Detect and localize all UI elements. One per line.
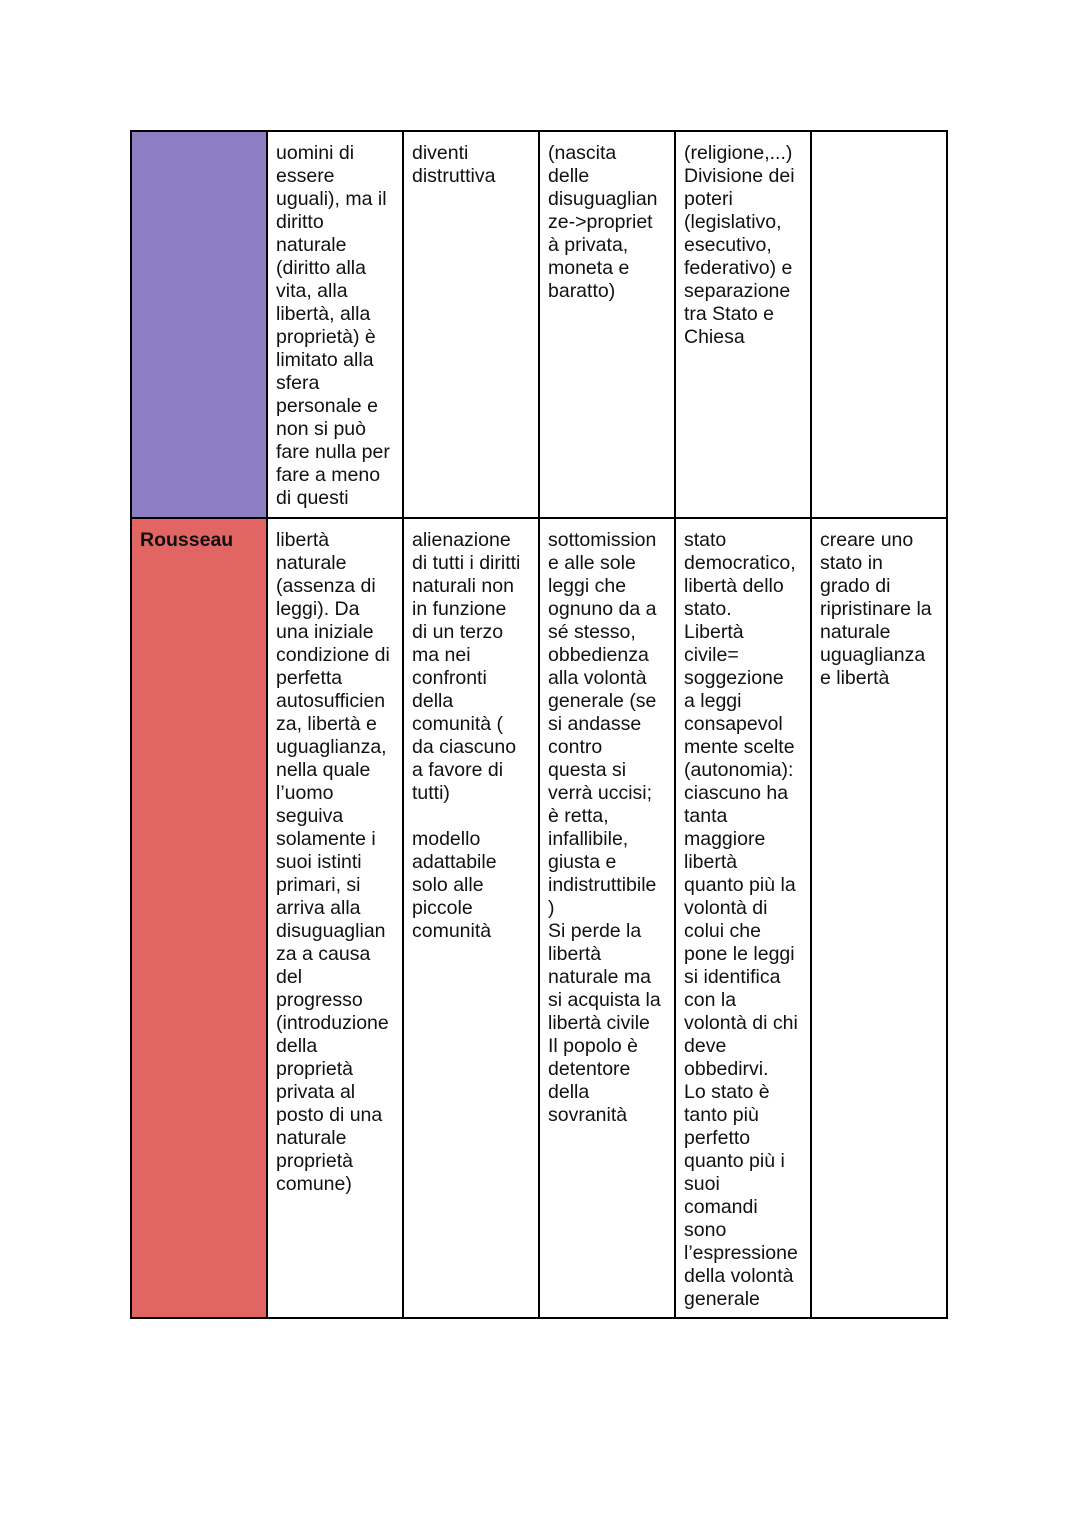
philosopher-name-cell: Rousseau: [131, 518, 267, 1318]
table-cell: sottomission e alle sole leggi che ognuno da a sé stesso, obbedienza alla volontà generale (se si andasse contro questa si verrà uccisi; è retta, infallibile, giusta e indistruttibile ) Si perde la libertà naturale ma si acquista la libertà civile Il popolo è detentore della sovranità: [539, 518, 675, 1318]
table-cell: uomini di essere uguali), ma il diritto naturale (diritto alla vita, alla libertà, alla proprietà) è limitato alla sfera personale e non si può fare nulla per fare a meno di questi: [267, 131, 403, 518]
table-cell: (nascita delle disuguaglian ze->propriet à privata, moneta e baratto): [539, 131, 675, 518]
table-cell: stato democratico, libertà dello stato. Libertà civile= soggezione a leggi consapevol mente scelte (autonomia): ciascuno ha tanta maggiore libertà quanto più la volontà di colui che pone le leggi si identifica con la volontà di chi deve obbedirvi. Lo stato è tanto più perfetto quanto più i suoi comandi sono l’espressione della volontà generale: [675, 518, 811, 1318]
table-cell: (religione,...) Divisione dei poteri (legislativo, esecutivo, federativo) e separazione tra Stato e Chiesa: [675, 131, 811, 518]
table-cell: alienazione di tutti i diritti naturali non in funzione di un terzo ma nei confronti della comunità ( da ciascuno a favore di tutti) modello adattabile solo alle piccole comunità: [403, 518, 539, 1318]
table-cell: libertà naturale (assenza di leggi). Da una iniziale condizione di perfetta autosufficien za, libertà e uguaglianza, nella quale l’uomo seguiva solamente i suoi istinti primari, si arriva alla disuguaglian za a causa del progresso (introduzione della proprietà privata al posto di una naturale proprietà comune): [267, 518, 403, 1318]
philosophers-comparison-table: [130, 130, 948, 1319]
table-cell: creare uno stato in grado di ripristinare la naturale uguaglianza e libertà: [811, 518, 947, 1318]
table-cell: [811, 131, 947, 518]
table-row-locke: [131, 131, 947, 518]
table-cell: diventi distruttiva: [403, 131, 539, 518]
philosopher-name-cell: [131, 131, 267, 518]
table-row-rousseau: [131, 518, 947, 1318]
